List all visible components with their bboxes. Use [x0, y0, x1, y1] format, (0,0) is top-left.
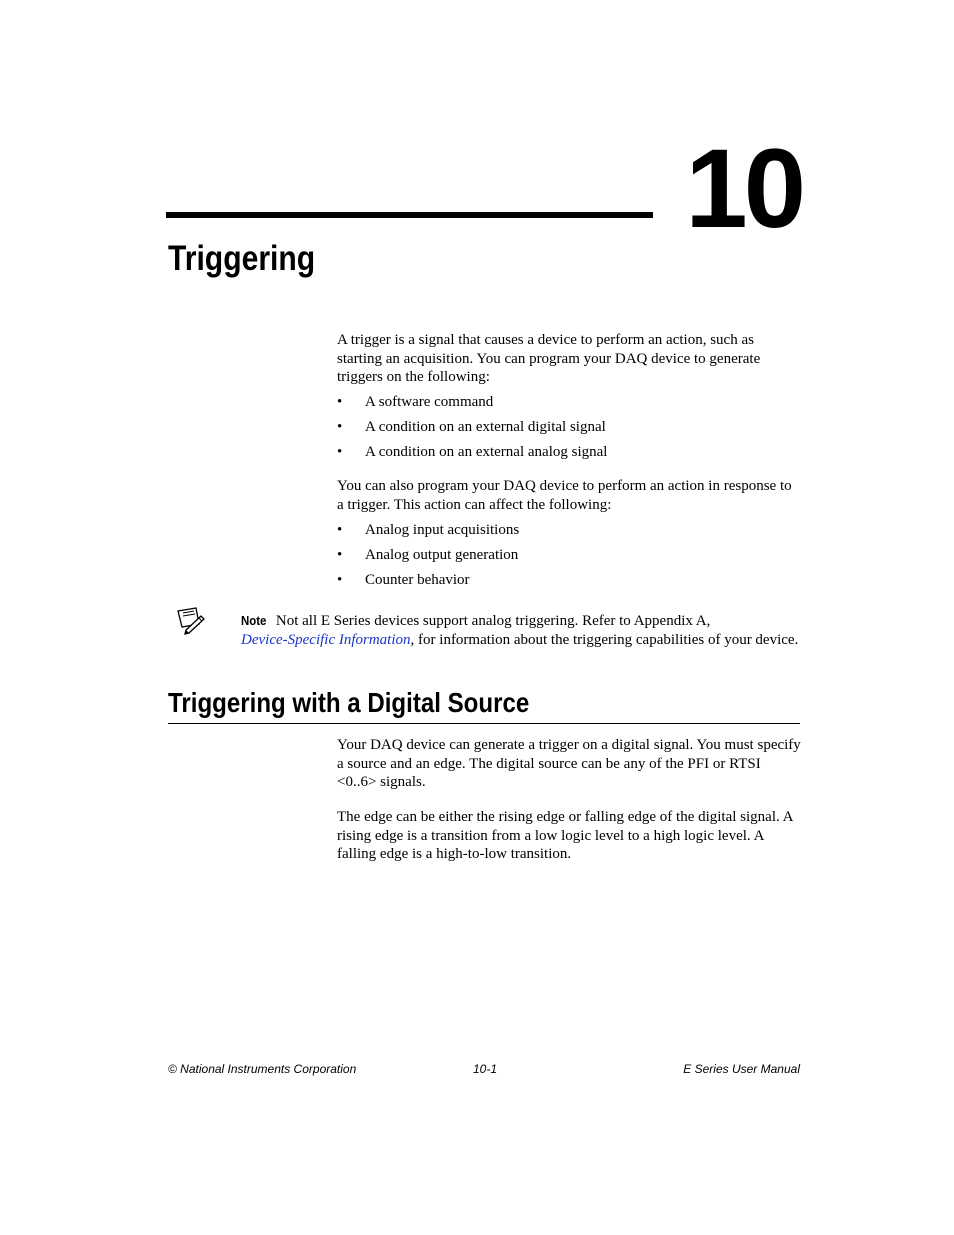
bullet-icon: •: [337, 444, 343, 460]
actions-paragraph: You can also program your DAQ device to perform an action in response to a trigger. This action can affect the following:: [337, 478, 792, 513]
section-rule: [168, 723, 800, 724]
bullet-icon: •: [337, 394, 343, 410]
edge-paragraph: The edge can be either the rising edge or falling edge of the digital signal. A rising edge is a transition from a low logic level to a high logic level. A falling edge is a high-to-low transition.: [337, 809, 793, 863]
footer-copyright: © National Instruments Corporation: [168, 1062, 357, 1076]
section-heading: Triggering with a Digital Source: [168, 687, 530, 718]
list-item: • Analog output generation: [337, 547, 519, 563]
note-label: Note: [241, 613, 267, 628]
note-text-after: , for information about the triggering capabilities of your device.: [410, 632, 799, 648]
device-specific-information-link[interactable]: Device-Specific Information: [241, 632, 411, 648]
list-item: • A condition on an external digital signal: [337, 419, 606, 435]
trigger-source-list: [337, 393, 801, 468]
chapter-number: 10: [685, 126, 802, 251]
bullet-icon: •: [337, 547, 343, 563]
note-pencil-icon: [174, 604, 206, 636]
note-text-before: Not all E Series devices support analog triggering. Refer to Appendix A,: [275, 613, 711, 629]
bullet-icon: •: [337, 572, 343, 588]
chapter-title: Triggering: [168, 239, 316, 278]
footer-page-number: 10-1: [473, 1062, 498, 1076]
list-item: • Counter behavior: [337, 572, 470, 588]
intro-paragraph: A trigger is a signal that causes a device to perform an action, such as starting an acquisition. You can program your DAQ device to generate triggers on the following:: [337, 332, 761, 386]
list-item: • A condition on an external analog signal: [337, 444, 608, 460]
trigger-action-list: [337, 521, 801, 596]
bullet-icon: •: [337, 522, 343, 538]
list-item: • Analog input acquisitions: [337, 522, 520, 538]
footer-manual-title: E Series User Manual: [683, 1062, 800, 1076]
digital-source-paragraph: Your DAQ device can generate a trigger on a digital signal. You must specify a source and an edge. The digital source can be any of the PFI or RTSI <0..6> signals.: [337, 737, 801, 791]
bullet-icon: •: [337, 419, 343, 435]
chapter-rule: [166, 212, 653, 218]
note: [241, 611, 801, 650]
list-item: • A software command: [337, 394, 494, 410]
